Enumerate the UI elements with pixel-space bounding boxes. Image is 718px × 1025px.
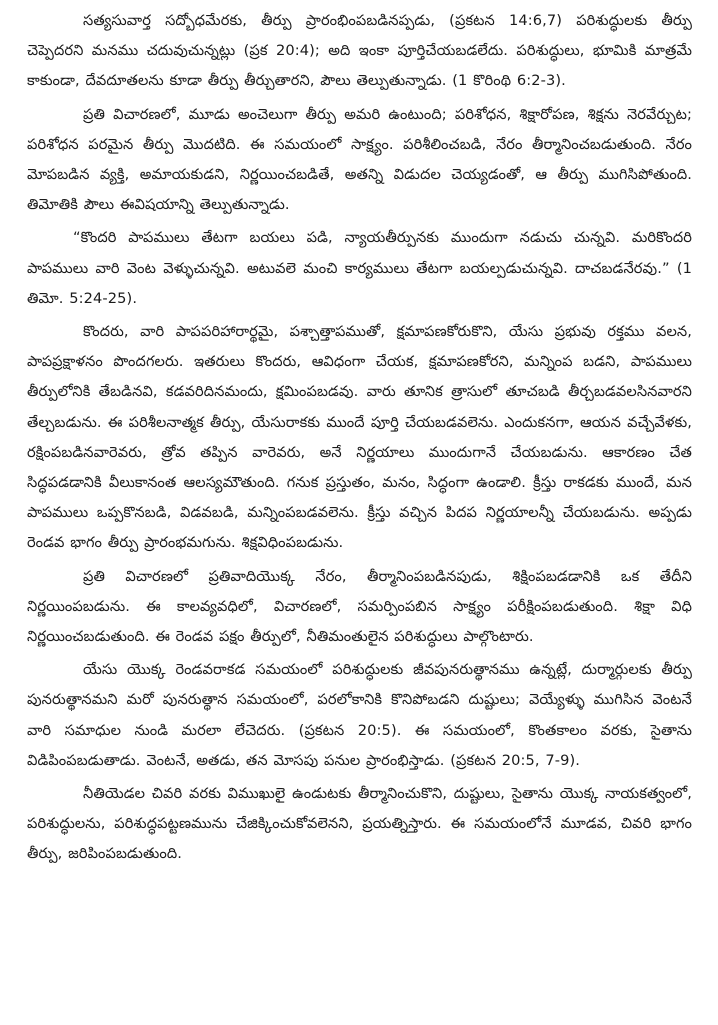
paragraph-2: ప్రతి విచారణలో, మూడు అంచెలుగా తీర్పు అమరి ఉంటుంది; పరిశోధన, శిక్షారోపణ, శిక్షను నెరవేర్చుట; పరిశోధన పరమైన తీర్పు మొదటిది. ఈ సమయంలో సాక్ష్యం. పరిశీలించబడి, నేరం తీర్మానించబడుతుంది. నేరం మోపబడిన వ్యక్తి, అమాయకుడని, నిర్ణయించబడితే, అతన్ని విడుదల చెయ్యడంతో, ఆ తీర్పు ముగిసిపోతుంది. తిమోతికి పౌలు ఈవిషయాన్ని తెల్పుతున్నాడు.	[27, 105, 692, 214]
quote-paragraph: “కొందరి పాపములు తేటగా బయలు పడి, న్యాయతీర్పునకు ముందుగా నడుచు చున్నవి. మరికొందరి పాపములు వారి వెంట వెళ్ళుచున్నవి. అటువలె మంచి కార్యములు తేటగా బయల్పడుచున్నవి. దాచబడనేరవు.” (1 తిమో. 5:24-25).	[27, 229, 692, 307]
paragraph-1: సత్యసువార్త సద్బోధమేరకు, తీర్పు ప్రారంభింపబడినప్పడు, (ప్రకటన 14:6,7) పరిశుద్ధులకు తీర్పు చెప్పెదరని మనము చదువుచున్నట్లు (ప్రక 20:4); అది ఇంకా పూర్తిచేయబడలేదు. పరిశుద్ధులు, భూమికి మాత్రమే కాకుండా, దేవదూతలను కూడా తీర్పు తీర్చుతారని, పౌలు తెల్పుతున్నాడు. (1 కొరింథి 6:2-3).	[27, 12, 692, 90]
paragraph-4: కొందరు, వారి పాపపరిహారార్థమై, పశ్చాత్తాపముతో, క్షమాపణకోరుకొని, యేసు ప్రభువు రక్తము వలన, పాపప్రక్షాళనం పొందగలరు. ఇతరులు కొందరు, ఆవిధంగా చేయక, క్షమాపణకోరని, మన్నింప బడని, పాపములు తీర్పులోనికి తేబడినవి, కడవరిదినమందు, క్షమింపబడవు. వారు తూనిక త్రాసులో తూచబడి తీర్చబడవలసినవారని తేల్చబడును. ఈ పరిశీలనాత్మక తీర్పు, యేసురాకకు ముందే పూర్తి చేయబడవలెను. ఎందుకనగా, ఆయన వచ్చేవేళకు, రక్షింపబడినవారెవరు, త్రోవ తప్పిన వారెవరు, అనే నిర్ణయాలు ముందుగానే చేయబడును. ఆకారణం చేత సిద్ధపడడానికి వీలుకానంత ఆలస్యమౌతుంది. గనుక ప్రస్తుతం, మనం, సిద్ధంగా ఉండాలి. క్రీస్తు రాకడకు ముందే, మన పాపములు ఒప్పకొనబడి, విడవబడి, మన్నింపబడవలెను. క్రీస్తు వచ్చిన పిదప నిర్ణయాలన్నీ చేయబడును. అప్పడు రెండవ భాగం తీర్పు ప్రారంభమగును. శిక్షవిధింపబడును.	[27, 323, 692, 552]
paragraph-5: ప్రతి విచారణలో ప్రతివాదియొక్క నేరం, తీర్మానింపబడినపుడు, శిక్షింపబడడానికి ఒక తేదీని నిర్ణయింపబడును. ఈ కాలవ్యవధిలో, విచారణలో, సమర్పింపబిన సాక్ష్యం పరీక్షింపబడుతుంది. శిక్షా విధి నిర్ణయించబడుతుంది. ఈ రెండవ పక్షం తీర్పులో, నీతిమంతులైన పరిశుద్ధులు పాల్గొంటారు.	[27, 567, 692, 646]
paragraph-6: యేసు యొక్క రెండవరాకడ సమయంలో పరిశుద్ధులకు జీవపునరుత్థానము ఉన్నట్లే, దుర్మార్గులకు తీర్పు పునరుత్థానమని మరో పునరుత్థాన సమయంలో, పరలోకానికి కొనిపోబడని దుష్టులు; వెయ్యేళ్ళు ముగిసిన వెంటనే వారి సమాధుల నుండి మరలా లేచెదరు. (ప్రకటన 20:5). ఈ సమయంలో, కొంతకాలం వరకు, సైతాను విడిపింపబడుతాడు. వెంటనే, అతడు, తన మోసపు పనుల ప్రారంభిస్తాడు. (ప్రకటన 20:5, 7-9).	[27, 661, 692, 769]
paragraph-7: నీతియెడల చివరి వరకు విముఖులై ఉండుటకు తీర్మానించుకొని, దుష్టులు, సైతాను యొక్క నాయకత్వంలో, పరిశుద్ధులను, పరిశుద్ధపట్టణమును చేజిక్కించుకోవలెనని, ప్రయత్నిస్తారు. ఈ సమయంలోనే మూడవ, చివరి భాగం తీర్పు, జరిపింపబడుతుంది.	[27, 785, 692, 863]
